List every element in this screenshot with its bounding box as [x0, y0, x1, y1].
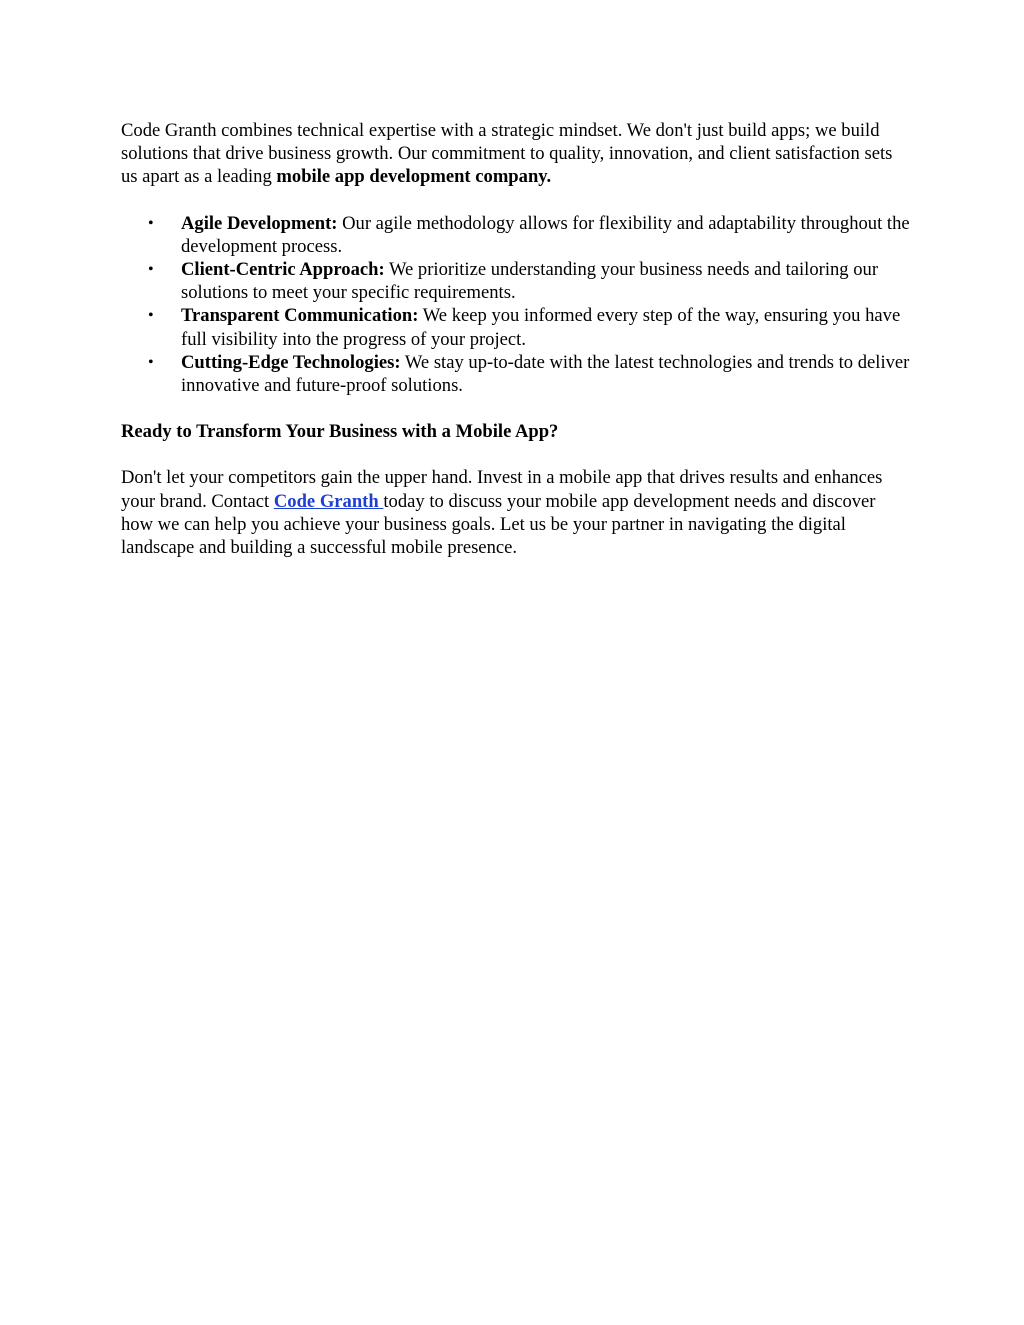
list-item [121, 212, 911, 258]
feature-text: We stay up-to-date with the latest technologies and trends to deliver innovative and future-proof solutions. [181, 351, 910, 397]
closing-text-before: Don't let your competitors gain the upper hand. Invest in a mobile app that drives results and enhances your brand. Contact [121, 467, 883, 512]
feature-title: Client-Centric Approach: [181, 259, 385, 281]
bullet-icon: • [148, 353, 154, 371]
intro-paragraph [121, 119, 911, 189]
closing-paragraph [121, 466, 911, 559]
list-item [121, 351, 911, 397]
feature-text: We prioritize understanding your business needs and tailoring our solutions to meet your specific requirements. [181, 259, 879, 304]
document-page [121, 119, 911, 559]
closing-text-after: today to discuss your mobile app development needs and discover how we can help you achieve your business goals. Let us be your partner in navigating the digital landscape and building a successful mobile presence. [121, 490, 876, 559]
bullet-icon: • [148, 261, 154, 279]
bullet-icon: • [148, 307, 154, 325]
list-item [121, 258, 911, 304]
feature-text: Our agile methodology allows for flexibility and adaptability throughout the development process. [181, 212, 910, 257]
intro-bold-phrase: mobile app development company. [276, 166, 552, 188]
feature-title: Cutting-Edge Technologies: [181, 351, 401, 373]
bullet-icon: • [148, 214, 154, 232]
features-list [121, 212, 911, 398]
feature-title: Transparent Communication: [181, 305, 419, 327]
list-item [121, 304, 911, 350]
section-heading: Ready to Transform Your Business with a Mobile App? [121, 421, 559, 443]
feature-title: Agile Development: [181, 212, 338, 234]
intro-text: Code Granth combines technical expertise with a strategic mindset. We don't just build apps; we build solutions that drive business growth. Our commitment to quality, innovation, and client satisfaction sets us apart as a leading [121, 120, 893, 188]
feature-text: We keep you informed every step of the way, ensuring you have full visibility into the progress of your project. [181, 305, 901, 350]
code-granth-link[interactable]: Code Granth [273, 490, 384, 512]
